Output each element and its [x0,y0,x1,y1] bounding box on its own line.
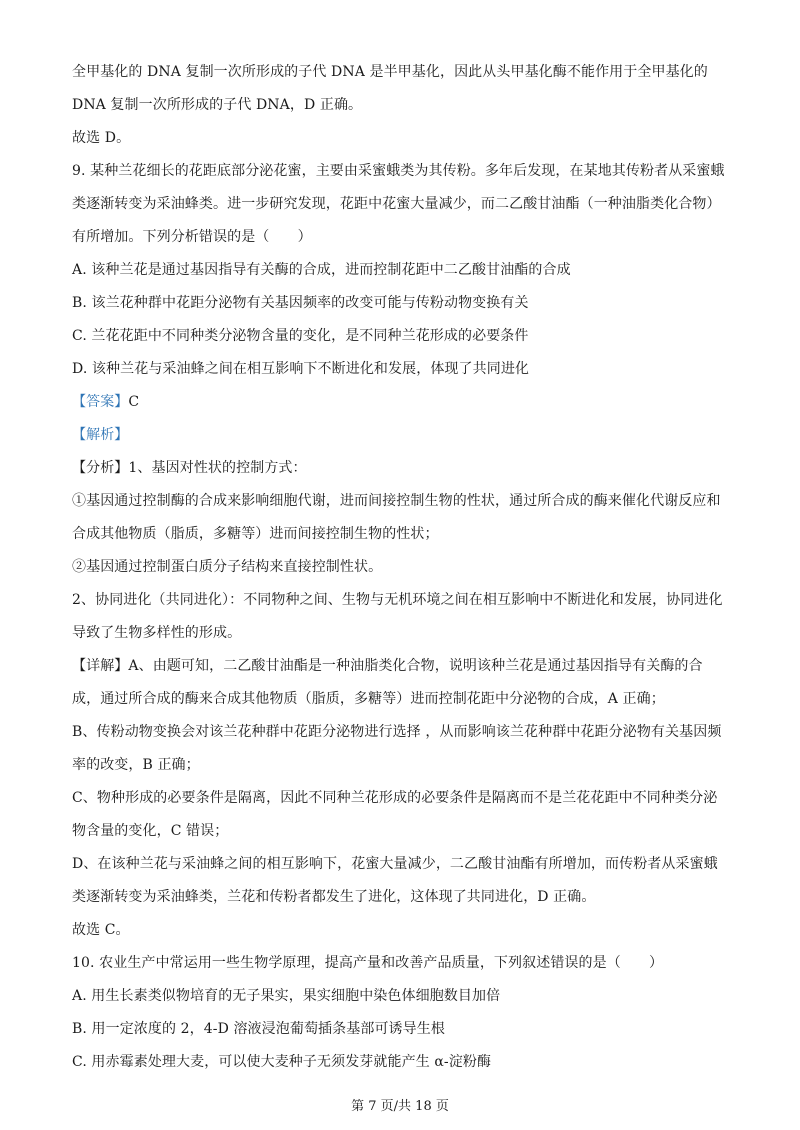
analysis-point-3b: 导致了生物多样性的形成。 [72,625,242,641]
detail-b-line-2: 率的改变，B 正确； [72,757,200,773]
analysis-label: 【解析】 [72,427,129,443]
answer-value: C [128,394,140,410]
q10-option-a: A. 用生长素类似物培育的无子果实，果实细胞中染色体细胞数目加倍 [72,988,501,1004]
q10-option-b: B. 用一定浓度的 2，4-D 溶液浸泡葡萄插条基部可诱导生根 [72,1021,445,1037]
analysis-intro [72,458,307,478]
prev-text-line-2: DNA 复制一次所形成的子代 DNA，D 正确。 [72,97,363,113]
q9-answer [72,392,139,412]
q10-option-c: C. 用赤霉素处理大麦，可以使大麦种子无须发芽就能产生 α-淀粉酶 [72,1054,492,1070]
analysis-point-1a: ①基因通过控制酶的合成来影响细胞代谢，进而间接控制生物的性状，通过所合成的酶来催化代谢反应和 [72,493,721,509]
detail-a-line-1 [72,656,703,676]
q9-stem-line-1: 9. 某种兰花细长的花距底部分泌花蜜，主要由采蜜蛾类为其传粉。多年后发现，在某地其传粉者从采蜜蛾 [72,163,725,179]
q9-stem-line-2: 类逐渐转变为采油蜂类。进一步研究发现，花距中花蜜大量减少，而二乙酸甘油酯（一种油脂类化合物） [72,196,721,212]
detail-a-text: A、由题可知，二乙酸甘油酯是一种油脂类化合物，说明该种兰花是通过基因指导有关酶的合 [128,658,703,674]
prev-conclusion: 故选 D。 [72,130,131,146]
q9-option-c: C. 兰花花距中不同种类分泌物含量的变化，是不同种兰花形成的必要条件 [72,328,529,344]
analysis-intro-label: 【分析】 [72,460,129,476]
analysis-intro-text: 1、基因对性状的控制方式： [128,460,307,476]
detail-b-line-1: B、传粉动物变换会对该兰花种群中花距分泌物进行选择 ，从而影响该兰花种群中花距分泌物有关基因频 [72,724,722,740]
q9-option-a: A. 该种兰花是通过基因指导有关酶的合成，进而控制花距中二乙酸甘油酯的合成 [72,262,571,278]
page-indicator: 第 7 页/共 18 页 [351,1099,449,1114]
q9-option-b: B. 该兰花种群中花距分泌物有关基因频率的改变可能与传粉动物变换有关 [72,295,529,311]
analysis-point-1b: 合成其他物质（脂质，多糖等）进而间接控制生物的性状； [72,526,439,542]
detail-c-line-1: C、物种形成的必要条件是隔离，因此不同种兰花形成的必要条件是隔离而不是兰花花距中不同种类分泌 [72,790,718,806]
detail-label: 【详解】 [72,658,129,674]
q9-stem-line-3: 有所增加。下列分析错误的是（ ） [72,229,312,245]
q9-option-d: D. 该种兰花与采油蜂之间在相互影响下不断进化和发展，体现了共同进化 [72,361,530,377]
detail-a-line-2: 成，通过所合成的酶来合成其他物质（脂质，多糖等）进而控制花距中分泌物的合成，A 正确； [72,691,665,707]
analysis-point-3a: 2、协同进化（共同进化）：不同物种之间、生物与无机环境之间在相互影响中不断进化和发展，协同进化 [72,592,723,608]
analysis-point-2: ②基因通过控制蛋白质分子结构来直接控制性状。 [72,559,383,575]
answer-label: 【答案】 [72,394,129,410]
detail-c-line-2: 物含量的变化，C 错误； [72,823,229,839]
detail-d-line-1: D、在该种兰花与采油蜂之间的相互影响下，花蜜大量减少，二乙酸甘油酯有所增加，而传粉者从采蜜蛾 [72,856,718,872]
q10-stem: 10. 农业生产中常运用一些生物学原理，提高产量和改善产品质量，下列叙述错误的是（ ） [72,955,664,971]
detail-d-line-2: 类逐渐转变为采油蜂类，兰花和传粉者都发生了进化，这体现了共同进化，D 正确。 [72,889,596,905]
prev-text-line-1: 全甲基化的 DNA 复制一次所形成的子代 DNA 是半甲基化，因此从头甲基化酶不能作用于全甲基化的 [72,64,708,80]
q9-conclusion: 故选 C。 [72,922,130,938]
